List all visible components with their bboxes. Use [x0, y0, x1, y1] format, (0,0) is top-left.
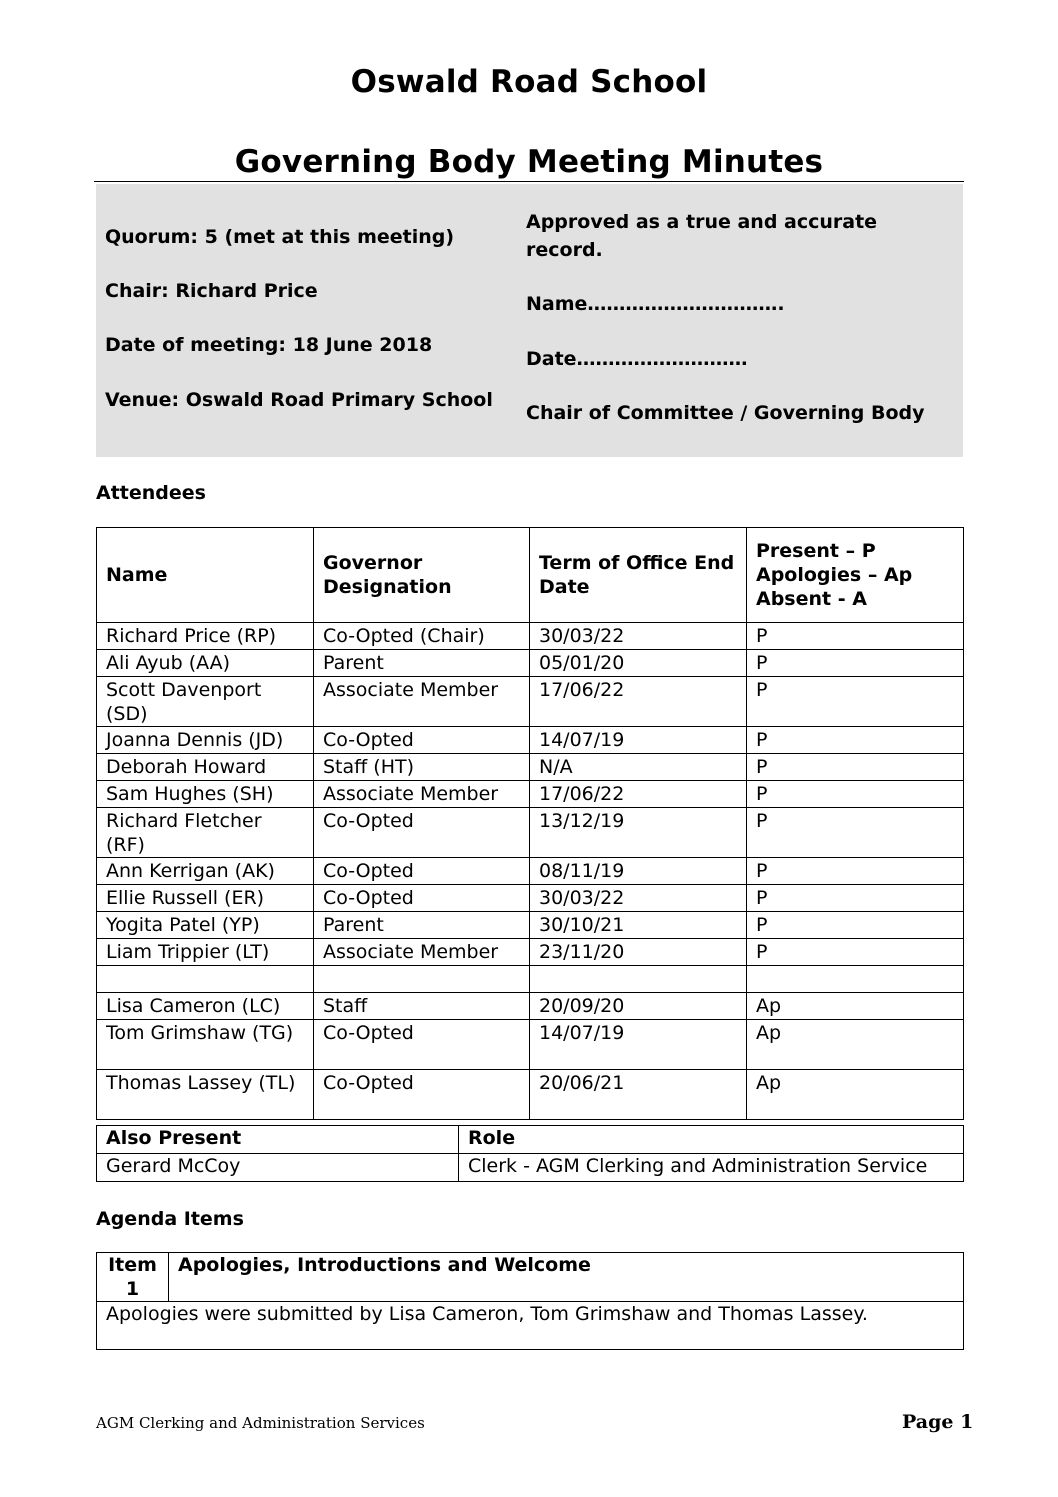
attendees-header-row — [97, 528, 964, 623]
attendee-attendance: Ap — [747, 1020, 964, 1070]
attendee-designation: Parent — [314, 650, 530, 677]
attendee-name: Ellie Russell (ER) — [97, 885, 314, 912]
approval-text-line2: record. — [526, 239, 603, 261]
attendee-attendance: Ap — [747, 1070, 964, 1120]
attendee-term-end: 17/06/22 — [530, 781, 747, 808]
table-row — [97, 650, 964, 677]
attendee-attendance: P — [747, 677, 964, 727]
table-row — [97, 754, 964, 781]
table-row — [97, 623, 964, 650]
meeting-info-box — [96, 184, 963, 457]
also-present-role: Clerk - AGM Clerking and Administration Service — [459, 1154, 964, 1182]
quorum-text: Quorum: 5 (met at this meeting) — [105, 226, 455, 248]
attendee-term-end: 20/06/21 — [530, 1070, 747, 1120]
attendee-name: Liam Trippier (LT) — [97, 939, 314, 966]
attendee-designation: Associate Member — [314, 781, 530, 808]
attendee-designation: Co-Opted — [314, 858, 530, 885]
col-header-also-present: Also Present — [97, 1126, 459, 1154]
attendee-attendance: P — [747, 623, 964, 650]
table-row — [97, 677, 964, 727]
attendee-attendance: P — [747, 808, 964, 858]
attendees-heading: Attendees — [96, 482, 206, 504]
attendee-term-end: 30/10/21 — [530, 912, 747, 939]
attendee-attendance: P — [747, 754, 964, 781]
table-row — [97, 1302, 964, 1350]
attendee-name: Ali Ayub (AA) — [97, 650, 314, 677]
attendee-term-end: 14/07/19 — [530, 1020, 747, 1070]
attendee-attendance: Ap — [747, 993, 964, 1020]
table-row — [97, 993, 964, 1020]
also-present-name: Gerard McCoy — [97, 1154, 459, 1182]
attendee-term-end — [530, 966, 747, 993]
signature-date-line: Date……………………… — [526, 348, 748, 370]
col-header-name: Name — [97, 528, 314, 623]
attendee-attendance: P — [747, 858, 964, 885]
attendee-name: Tom Grimshaw (TG) — [97, 1020, 314, 1070]
attendee-term-end: 30/03/22 — [530, 623, 747, 650]
attendee-attendance: P — [747, 939, 964, 966]
approval-text-line1: Approved as a true and accurate — [526, 211, 878, 233]
attendee-term-end: 17/06/22 — [530, 677, 747, 727]
table-row — [97, 781, 964, 808]
attendee-name: Scott Davenport (SD) — [97, 677, 314, 727]
table-row — [97, 808, 964, 858]
also-present-table — [96, 1125, 964, 1182]
item-label: Item — [108, 1254, 157, 1276]
attendee-attendance: P — [747, 650, 964, 677]
item-number: 1 — [125, 1278, 140, 1300]
footer-organization: AGM Clerking and Administration Services — [96, 1414, 425, 1432]
col-header-term-end: Term of Office End Date — [530, 528, 747, 623]
agenda-heading: Agenda Items — [96, 1208, 244, 1230]
attendee-name: Richard Fletcher (RF) — [97, 808, 314, 858]
attendee-designation: Co-Opted — [314, 1070, 530, 1120]
attendee-attendance: P — [747, 885, 964, 912]
meeting-date-text: Date of meeting: 18 June 2018 — [105, 334, 433, 356]
attendee-term-end: 13/12/19 — [530, 808, 747, 858]
attendee-designation: Parent — [314, 912, 530, 939]
signatory-role: Chair of Committee / Governing Body — [526, 402, 925, 424]
attendee-name — [97, 966, 314, 993]
table-row — [97, 1070, 964, 1120]
attendee-designation: Co-Opted — [314, 727, 530, 754]
agenda-item-header-row — [97, 1253, 964, 1302]
title-divider — [94, 181, 964, 182]
page-number: Page 1 — [902, 1411, 974, 1433]
attendee-name: Lisa Cameron (LC) — [97, 993, 314, 1020]
attendee-name: Thomas Lassey (TL) — [97, 1070, 314, 1120]
also-present-header-row — [97, 1126, 964, 1154]
attendee-term-end: 05/01/20 — [530, 650, 747, 677]
table-row — [97, 939, 964, 966]
attendee-name: Deborah Howard — [97, 754, 314, 781]
col-header-designation: Governor Designation — [314, 528, 530, 623]
attendee-name: Yogita Patel (YP) — [97, 912, 314, 939]
col-header-role: Role — [459, 1126, 964, 1154]
table-row — [97, 885, 964, 912]
table-row — [97, 912, 964, 939]
attendee-name: Sam Hughes (SH) — [97, 781, 314, 808]
attendee-designation: Co-Opted (Chair) — [314, 623, 530, 650]
attendee-term-end: 14/07/19 — [530, 727, 747, 754]
venue-text: Venue: Oswald Road Primary School — [105, 389, 493, 411]
attendee-designation: Staff (HT) — [314, 754, 530, 781]
attendee-designation: Co-Opted — [314, 1020, 530, 1070]
table-row — [97, 966, 964, 993]
attendee-attendance — [747, 966, 964, 993]
attendee-name: Ann Kerrigan (AK) — [97, 858, 314, 885]
attendee-name: Joanna Dennis (JD) — [97, 727, 314, 754]
attendee-name: Richard Price (RP) — [97, 623, 314, 650]
attendee-term-end: N/A — [530, 754, 747, 781]
table-row — [97, 1020, 964, 1070]
attendee-designation: Co-Opted — [314, 885, 530, 912]
table-row — [97, 858, 964, 885]
attendee-attendance: P — [747, 727, 964, 754]
page-title: Governing Body Meeting Minutes — [234, 144, 824, 180]
attendee-designation: Co-Opted — [314, 808, 530, 858]
agenda-item-text: Apologies were submitted by Lisa Cameron, Tom Grimshaw and Thomas Lassey. — [97, 1302, 964, 1350]
attendee-attendance: P — [747, 912, 964, 939]
chair-text: Chair: Richard Price — [105, 280, 318, 302]
attendee-attendance: P — [747, 781, 964, 808]
signature-name-line: Name…………………………. — [526, 293, 785, 315]
attendee-designation: Associate Member — [314, 939, 530, 966]
agenda-item-title: Apologies, Introductions and Welcome — [169, 1253, 964, 1302]
attendee-term-end: 20/09/20 — [530, 993, 747, 1020]
school-name: Oswald Road School — [350, 64, 708, 100]
attendee-designation: Associate Member — [314, 677, 530, 727]
col-header-attendance: Present – P Apologies – Ap Absent - A — [747, 528, 964, 623]
attendees-table — [96, 527, 964, 1120]
attendee-designation: Staff — [314, 993, 530, 1020]
attendee-term-end: 23/11/20 — [530, 939, 747, 966]
attendee-term-end: 30/03/22 — [530, 885, 747, 912]
table-row — [97, 727, 964, 754]
agenda-item-number — [97, 1253, 169, 1302]
attendee-designation — [314, 966, 530, 993]
agenda-item-table — [96, 1252, 964, 1350]
attendee-term-end: 08/11/19 — [530, 858, 747, 885]
table-row — [97, 1154, 964, 1182]
